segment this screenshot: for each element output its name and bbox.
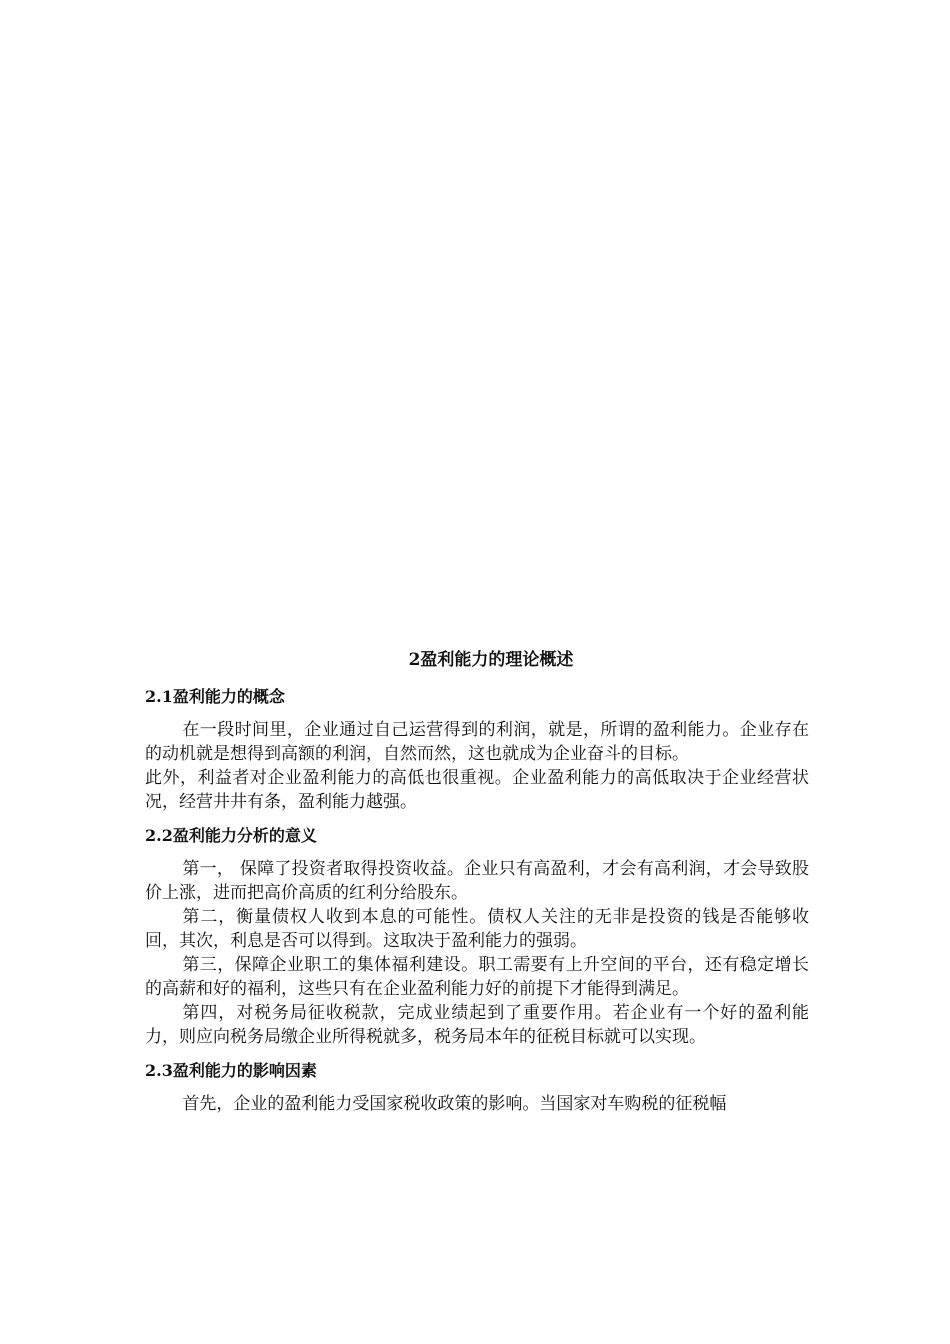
section-gap: [145, 1049, 809, 1060]
section-title-2-2: 2.2盈利能力分析的意义: [145, 826, 317, 845]
paragraph: 首先，企业的盈利能力受国家税收政策的影响。当国家对车购税的征税幅: [182, 1094, 727, 1114]
paragraph: 此外，利益者对企业盈利能力的高低也很重视。企业盈利能力的高低取决于企业经营状况，经营井井有条，盈利能力越强。: [145, 768, 809, 812]
document-body: [145, 648, 809, 1116]
paragraph: 第一， 保障了投资者取得投资收益。企业只有高盈利，才会有高利润，才会导致股价上涨，进而把高价高质的红利分给股东。: [145, 859, 809, 903]
chapter-title: 2盈利能力的理论概述: [408, 650, 574, 670]
paragraph: 第二，衡量债权人收到本息的可能性。债权人关注的无非是投资的钱是否能够收回，其次，利息是否可以得到。这取决于盈利能力的强弱。: [145, 907, 809, 951]
section-title-2-1: 2.1盈利能力的概念: [145, 687, 285, 706]
paragraph: 第三，保障企业职工的集体福利建设。职工需要有上升空间的平台，还有稳定增长的高薪和好的福利，这些只有在企业盈利能力好的前提下才能得到满足。: [145, 955, 809, 999]
paragraph: 在一段时间里，企业通过自己运营得到的利润，就是，所谓的盈利能力。企业存在的动机就是想得到高额的利润，自然而然，这也就成为企业奋斗的目标。: [145, 720, 809, 764]
section-title-2-3: 2.3盈利能力的影响因素: [145, 1061, 317, 1080]
paragraph: 第四，对税务局征收税款，完成业绩起到了重要作用。若企业有一个好的盈利能力，则应向税务局缴企业所得税就多，税务局本年的征税目标就可以实现。: [145, 1003, 809, 1047]
section-gap: [145, 814, 809, 825]
